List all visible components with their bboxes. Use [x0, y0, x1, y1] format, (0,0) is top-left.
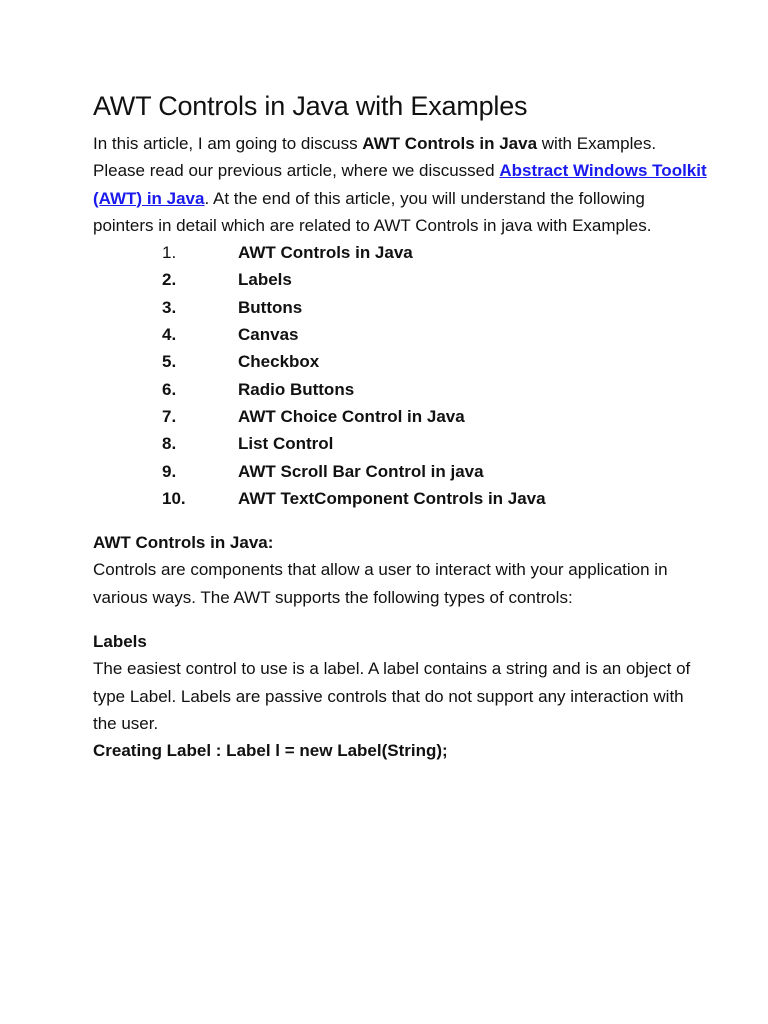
list-item-number: 4.	[162, 325, 177, 345]
intro-text-1: In this article, I am going to discuss	[93, 134, 363, 153]
list-item-number: 6.	[162, 379, 177, 399]
list-item-label: AWT Scroll Bar Control in java	[238, 461, 484, 481]
section-body-labels: The easiest control to use is a label. A label contains a string and is an object of type Label. Labels are passive controls that do not support any interaction with the user.	[93, 659, 691, 733]
list-item	[93, 403, 708, 430]
list-item	[93, 458, 708, 485]
creating-label-code: Creating Label : Label l = new Label(String);	[93, 741, 448, 761]
list-item-number: 7.	[162, 406, 177, 426]
pointers-list	[93, 239, 708, 512]
list-item-number: 3.	[162, 297, 177, 317]
spacer	[93, 611, 708, 628]
list-item	[93, 376, 708, 403]
article-title: AWT Controls in Java with Examples	[93, 91, 528, 121]
list-item-label: Buttons	[238, 297, 303, 317]
previous-article-link[interactable]: Abstract Windows Toolkit (AWT) in Java	[93, 161, 707, 208]
list-item-number: 8.	[162, 434, 177, 454]
section-heading-awt-controls: AWT Controls in Java:	[93, 533, 274, 553]
list-item-label: Checkbox	[238, 352, 320, 372]
list-item	[93, 266, 708, 293]
list-item-label: AWT Controls in Java	[238, 243, 413, 263]
list-item-number: 5.	[162, 352, 177, 372]
list-item-label: AWT TextComponent Controls in Java	[238, 488, 546, 508]
section-heading-labels: Labels	[93, 632, 147, 652]
intro-paragraph	[93, 130, 708, 239]
list-item	[93, 321, 708, 348]
list-item-label: Canvas	[238, 325, 299, 345]
section-body-awt-controls: Controls are components that allow a user to interact with your application in various ways. The AWT supports the following types of controls:	[93, 560, 668, 607]
intro-text-2: with Examples. Please read our previous article, where we discussed	[93, 134, 657, 181]
list-item-label: Radio Buttons	[238, 379, 355, 399]
list-item-number: 1.	[162, 243, 177, 263]
list-item	[93, 430, 708, 457]
list-item	[93, 294, 708, 321]
list-item	[93, 239, 708, 266]
list-item-label: Labels	[238, 270, 292, 290]
list-item-number: 9.	[162, 461, 177, 481]
spacer	[93, 512, 708, 529]
intro-bold-awt-controls: AWT Controls in Java	[362, 134, 538, 153]
list-item	[93, 348, 708, 375]
list-item-label: List Control	[238, 434, 334, 454]
intro-text-3: . At the end of this article, you will understand the following pointers in detail which are related to AWT Controls in java with Examples.	[93, 188, 652, 235]
list-item-number: 2.	[162, 270, 177, 290]
list-item	[93, 485, 708, 512]
list-item-number: 10.	[162, 488, 186, 508]
list-item-label: AWT Choice Control in Java	[238, 406, 465, 426]
